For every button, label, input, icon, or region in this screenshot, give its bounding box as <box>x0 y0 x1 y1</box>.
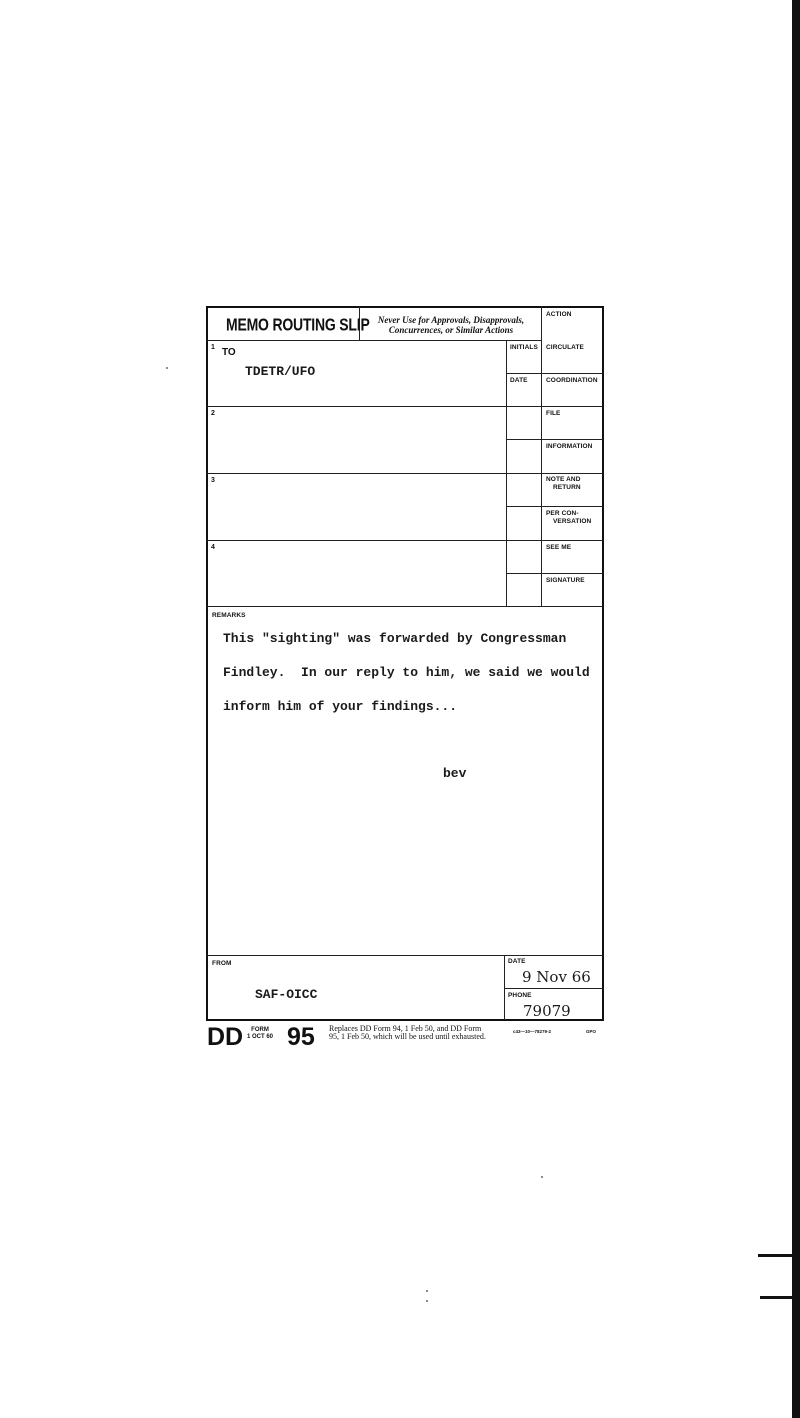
remarks-line-1: This "sighting" was forwarded by Congressman <box>223 631 567 646</box>
page-edge-tick <box>758 1254 794 1257</box>
replaces-note-line-2: 95, 1 Feb 50, which will be used until exhausted. <box>329 1032 486 1041</box>
row-separator <box>206 406 506 407</box>
form-number: 95 <box>287 1023 315 1051</box>
frame-left <box>206 306 208 1021</box>
stock-number: c43—10—78279-2 <box>513 1029 552 1034</box>
from-label: FROM <box>212 960 232 967</box>
header-bottom <box>206 340 542 341</box>
phone-value[interactable]: 79079 <box>523 1002 571 1020</box>
initials-label: INITIALS <box>510 344 538 351</box>
usage-note-line-1: Never Use for Approvals, Disapprovals, <box>377 315 525 325</box>
scan-speck <box>426 1290 428 1292</box>
cell-separator <box>506 573 603 574</box>
page-edge-tick <box>760 1296 794 1299</box>
frame-right <box>602 306 604 1021</box>
action-note-and-return-line-1: NOTE AND <box>546 476 581 483</box>
scan-speck <box>426 1300 428 1302</box>
action-per-conversation-line-2: VERSATION <box>553 518 592 525</box>
remarks-line-2: Findley. In our reply to him, we said we would <box>223 665 590 680</box>
row-number-3: 3 <box>211 477 215 484</box>
action-signature[interactable]: SIGNATURE <box>546 577 585 584</box>
date-value[interactable]: 9 Nov 66 <box>522 968 591 986</box>
usage-note-line-2: Concurrences, or Similar Actions <box>388 325 514 335</box>
row-number-4: 4 <box>211 544 215 551</box>
form-title: MEMO ROUTING SLIP <box>226 314 370 334</box>
action-coordination[interactable]: COORDINATION <box>546 377 598 384</box>
date-field-label: DATE <box>508 958 526 965</box>
row-separator <box>206 540 506 541</box>
action-column-divider <box>541 306 542 606</box>
addressee-1[interactable]: TDETR/UFO <box>245 364 316 379</box>
to-label: TO <box>222 347 236 358</box>
remarks-label: REMARKS <box>212 612 246 619</box>
dd-mark: DD <box>207 1023 244 1051</box>
form-edition <box>247 1027 273 1041</box>
signature-initials: bev <box>443 766 467 781</box>
cell-separator <box>506 406 603 407</box>
page-edge-bar <box>792 0 800 1418</box>
gpo-mark: GPO <box>586 1029 597 1034</box>
action-note-and-return-line-2: RETURN <box>553 484 581 491</box>
action-see-me[interactable]: SEE ME <box>546 544 572 551</box>
date-phone-separator <box>504 988 603 989</box>
remarks-line-3: inform him of your findings... <box>223 699 458 714</box>
cell-separator <box>506 439 603 440</box>
row-number-1: 1 <box>211 344 215 351</box>
phone-label: PHONE <box>508 992 532 999</box>
action-note-and-return[interactable] <box>546 476 581 492</box>
scan-speck <box>166 367 168 369</box>
frame-top <box>206 306 604 308</box>
cell-separator <box>506 473 603 474</box>
from-value[interactable]: SAF-OICC <box>255 987 318 1002</box>
action-per-conversation[interactable] <box>546 510 591 526</box>
cell-separator <box>506 540 603 541</box>
form-date: 1 OCT 60 <box>247 1034 274 1040</box>
action-file[interactable]: FILE <box>546 410 561 417</box>
scan-speck <box>541 1176 543 1178</box>
replaces-note-line-1: Replaces DD Form 94, 1 Feb 50, and DD Form <box>329 1024 482 1033</box>
remarks-top <box>206 606 603 607</box>
row-separator <box>206 473 506 474</box>
from-top <box>206 955 603 956</box>
cell-separator <box>506 506 603 507</box>
usage-note <box>362 315 540 335</box>
form-word: FORM <box>251 1027 269 1033</box>
action-circulate[interactable]: CIRCULATE <box>546 344 584 351</box>
replaces-note <box>329 1025 486 1041</box>
action-header: ACTION <box>546 311 572 318</box>
date-label: DATE <box>510 377 528 384</box>
action-information[interactable]: INFORMATION <box>546 443 593 450</box>
cell-separator <box>506 373 603 374</box>
row-number-2: 2 <box>211 410 215 417</box>
action-per-conversation-line-1: PER CON- <box>546 510 579 517</box>
